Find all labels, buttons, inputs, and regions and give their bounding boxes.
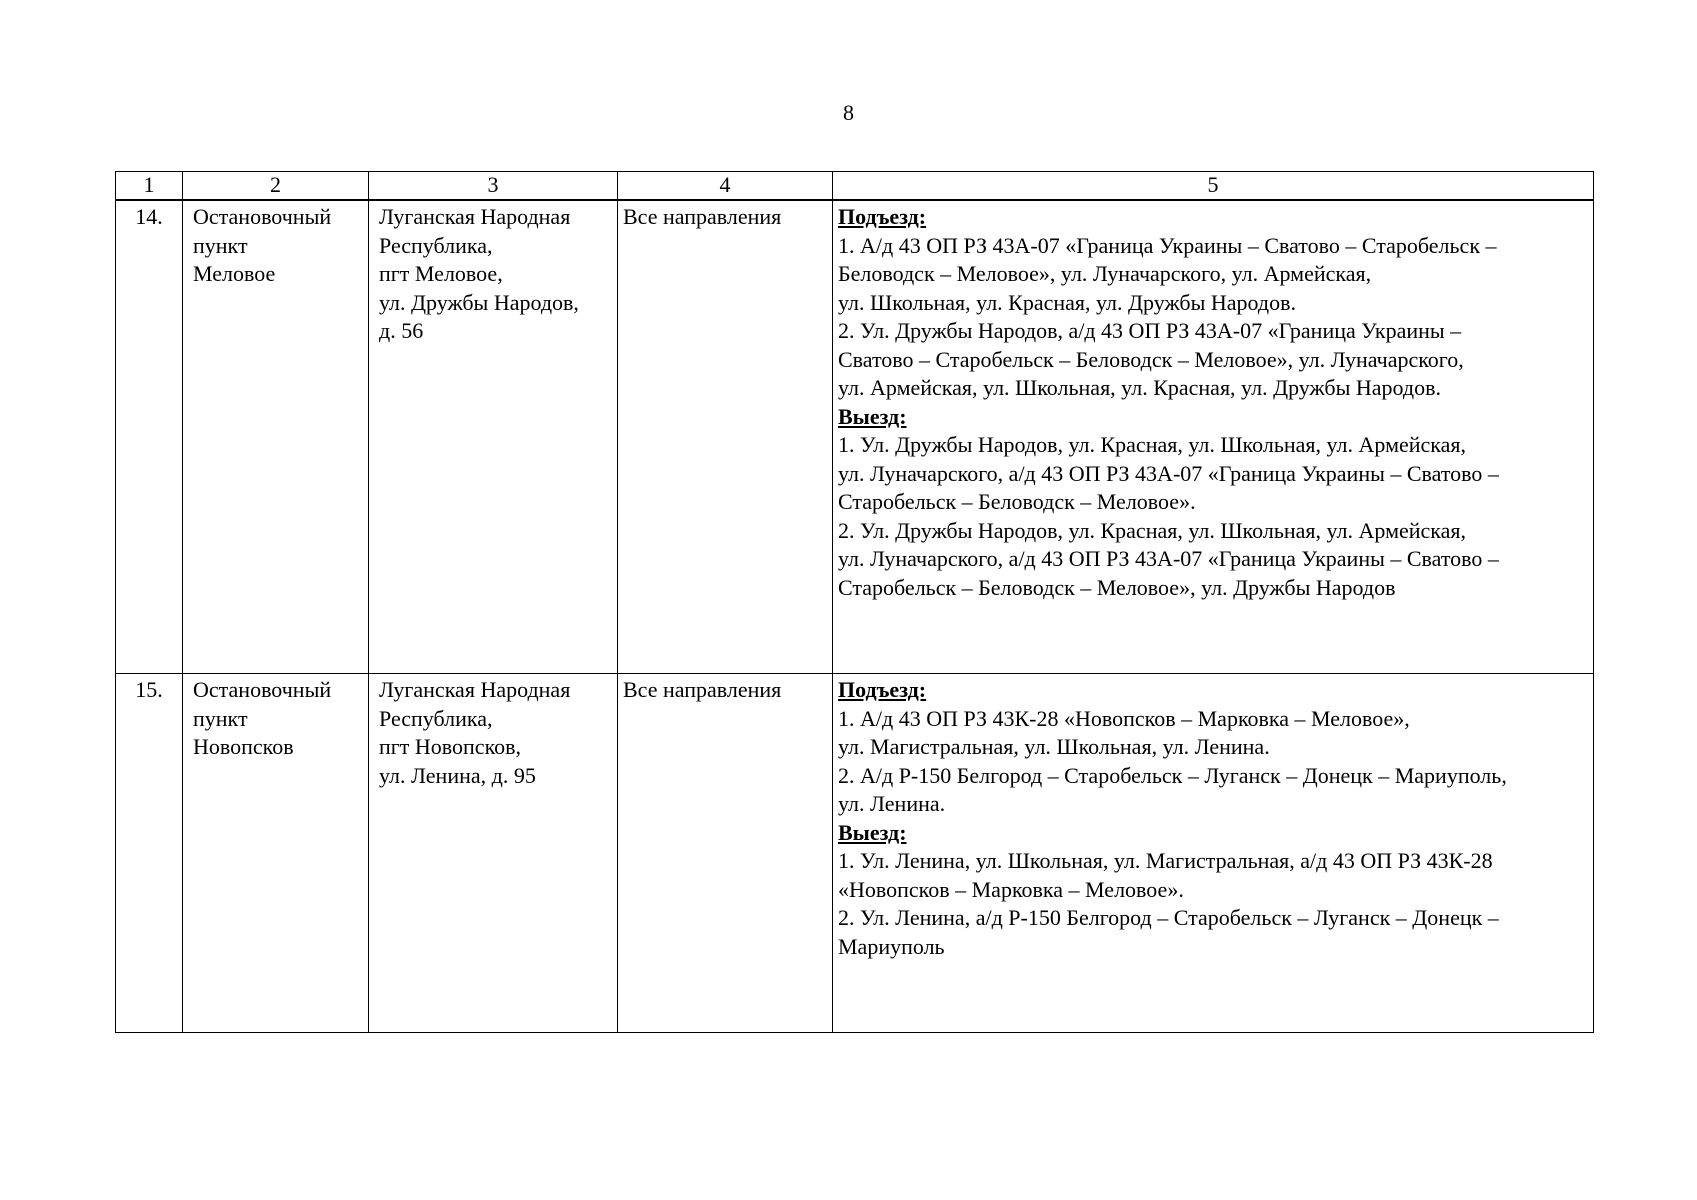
departure-line: 1. Ул. Ленина, ул. Школьная, ул. Магистральная, а/д 43 ОП РЗ 43К-28 bbox=[838, 848, 1493, 873]
column-header-5: 5 bbox=[833, 172, 1594, 201]
column-header-4: 4 bbox=[618, 172, 833, 201]
stop-name-line: пункт bbox=[193, 232, 248, 258]
departure-line: «Новопсков – Марковка – Меловое». bbox=[838, 876, 1184, 902]
arrival-line: 1. А/д 43 ОП РЗ 43К-28 «Новопсков – Марковка – Меловое», bbox=[838, 705, 1410, 731]
route-cell bbox=[833, 674, 1594, 1033]
departure-heading: Выезд: bbox=[838, 819, 907, 845]
table-row bbox=[116, 200, 1594, 674]
address-line: Луганская Народная bbox=[379, 204, 571, 229]
departure-heading: Выезд: bbox=[838, 403, 907, 429]
departure-line: 2. Ул. Дружбы Народов, ул. Красная, ул. Школьная, ул. Армейская, bbox=[838, 517, 1467, 543]
address-line: ул. Дружбы Народов, bbox=[379, 289, 579, 315]
arrival-line: Беловодск – Меловое», ул. Луначарского, ул. Армейская, bbox=[838, 261, 1372, 286]
arrival-line: 2. А/д Р-150 Белгород – Старобельск – Луганск – Донецк – Мариуполь, bbox=[838, 762, 1507, 788]
departure-line: 2. Ул. Ленина, а/д Р-150 Белгород – Старобельск – Луганск – Донецк – bbox=[838, 905, 1499, 930]
departure-line: 1. Ул. Дружбы Народов, ул. Красная, ул. Школьная, ул. Армейская, bbox=[838, 432, 1467, 457]
arrival-line: ул. Магистральная, ул. Школьная, ул. Ленина. bbox=[838, 734, 1270, 759]
address-line: пгт Новопсков, bbox=[379, 734, 522, 759]
departure-line: ул. Луначарского, а/д 43 ОП РЗ 43А-07 «Граница Украины – Сватово – bbox=[838, 546, 1499, 571]
direction-cell: Все направления bbox=[618, 674, 833, 1033]
column-header-2: 2 bbox=[183, 172, 369, 201]
stop-name-line: Остановочный bbox=[193, 677, 332, 702]
row-number: 15. bbox=[116, 674, 183, 1033]
arrival-heading: Подъезд: bbox=[838, 204, 927, 229]
departure-line: Мариуполь bbox=[838, 933, 945, 959]
table-row bbox=[116, 674, 1594, 1033]
address-line: Республика, bbox=[379, 705, 493, 731]
arrival-line: 1. А/д 43 ОП РЗ 43А-07 «Граница Украины – Сватово – Старобельск – bbox=[838, 232, 1497, 258]
stop-name-line: Меловое bbox=[193, 261, 276, 286]
address-line: Луганская Народная bbox=[379, 677, 571, 702]
address-cell bbox=[369, 674, 618, 1033]
arrival-line: ул. Школьная, ул. Красная, ул. Дружбы Народов. bbox=[838, 289, 1296, 315]
arrival-heading: Подъезд: bbox=[838, 677, 927, 702]
direction-cell: Все направления bbox=[618, 200, 833, 674]
stop-name-line: пункт bbox=[193, 705, 248, 731]
arrival-line: ул. Армейская, ул. Школьная, ул. Красная, ул. Дружбы Народов. bbox=[838, 375, 1441, 400]
departure-line: Старобельск – Беловодск – Меловое». bbox=[838, 489, 1196, 514]
address-line: пгт Меловое, bbox=[379, 261, 503, 286]
arrival-line: Сватово – Старобельск – Беловодск – Меловое», ул. Луначарского, bbox=[838, 346, 1464, 372]
stop-name-line: Остановочный bbox=[193, 204, 332, 229]
arrival-line: 2. Ул. Дружбы Народов, а/д 43 ОП РЗ 43А-07 «Граница Украины – bbox=[838, 318, 1462, 343]
column-header-3: 3 bbox=[369, 172, 618, 201]
address-line: Республика, bbox=[379, 232, 493, 258]
page-number: 8 bbox=[843, 100, 854, 125]
table-header-row bbox=[116, 172, 1594, 201]
row-number: 14. bbox=[116, 200, 183, 674]
address-line: д. 56 bbox=[379, 318, 424, 343]
stop-name-line: Новопсков bbox=[193, 734, 294, 759]
arrival-line: ул. Ленина. bbox=[838, 791, 946, 816]
address-cell bbox=[369, 200, 618, 674]
stop-name-cell bbox=[183, 674, 369, 1033]
column-header-1: 1 bbox=[116, 172, 183, 201]
departure-line: Старобельск – Беловодск – Меловое», ул. Дружбы Народов bbox=[838, 574, 1396, 600]
stop-name-cell bbox=[183, 200, 369, 674]
route-cell bbox=[833, 200, 1594, 674]
departure-line: ул. Луначарского, а/д 43 ОП РЗ 43А-07 «Граница Украины – Сватово – bbox=[838, 460, 1499, 486]
routes-table bbox=[115, 171, 1594, 1033]
address-line: ул. Ленина, д. 95 bbox=[379, 762, 536, 788]
